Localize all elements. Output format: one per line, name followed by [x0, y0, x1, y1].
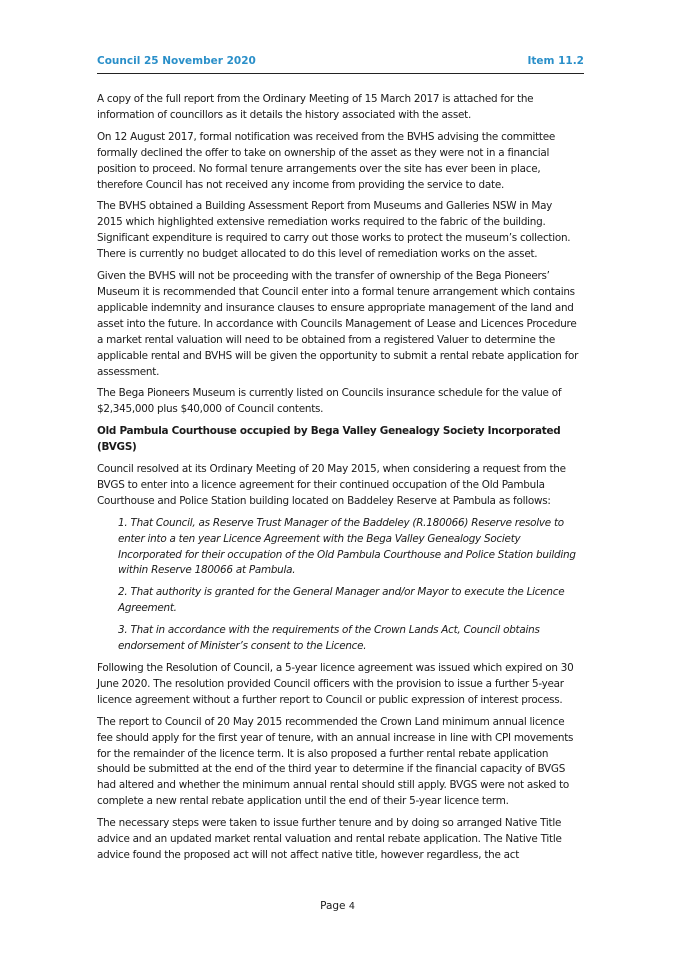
- item-number: Item 11.2: [527, 55, 584, 67]
- paragraph: The BVHS obtained a Building Assessment Report from Museums and Galleries NSW in May 2015 which highlighted extensive remediation works required to the fabric of the building. Significant expenditure is required to carry out those works to protect the museum’s collection. There is currently no budget allocated to do this level of remediation works on the asset.: [97, 200, 571, 261]
- paragraph: The necessary steps were taken to issue further tenure and by doing so arranged Native Title advice and an updated market rental valuation and rental rebate application. The Native Title advice found the proposed act will not affect native title, however regardless, the act: [97, 817, 562, 861]
- section-heading: Old Pambula Courthouse occupied by Bega Valley Genealogy Society Incorporated (BVGS): [97, 425, 561, 454]
- page-number: 4: [348, 901, 355, 912]
- resolution-item: 3. That in accordance with the requirements of the Crown Lands Act, Council obtains endorsement of Minister’s consent to the Licence.: [118, 624, 540, 653]
- paragraph: Given the BVHS will not be proceeding with the transfer of ownership of the Bega Pioneers’ Museum it is recommended that Council enter into a formal tenure arrangement which contains applicable indemnity and insurance clauses to ensure appropriate management of the land and asset into the future. In accordance with Councils Management of Lease and Licences Procedure a market rental valuation will need to be obtained from a registered Valuer to determine the applicable rental and BVHS will be given the opportunity to submit a rental rebate application for assessment.: [97, 270, 579, 378]
- paragraph: Following the Resolution of Council, a 5-year licence agreement was issued which expired on 30 June 2020. The resolution provided Council officers with the provision to issue a further 5-year licence agreement without a further report to Council or public expression of interest process.: [97, 662, 574, 706]
- paragraph: A copy of the full report from the Ordinary Meeting of 15 March 2017 is attached for the information of councillors as it details the history associated with the asset.: [97, 93, 534, 121]
- report-body: [97, 92, 580, 870]
- paragraph: The Bega Pioneers Museum is currently listed on Councils insurance schedule for the value of $2,345,000 plus $40,000 of Council contents.: [97, 387, 562, 416]
- page-label: Page: [320, 900, 346, 912]
- page-header: [97, 55, 584, 71]
- header-rule: [97, 73, 584, 74]
- meeting-date: Council 25 November 2020: [97, 55, 256, 67]
- page-footer: [0, 900, 675, 912]
- resolution-item: 1. That Council, as Reserve Trust Manager of the Baddeley (R.180066) Reserve resolve to enter into a ten year Licence Agreement with the Bega Valley Genealogy Society Incorporated for their occupation of the Old Pambula Courthouse and Police Station building within Reserve 180066 at Pambula.: [118, 516, 576, 577]
- resolution-item: 2. That authority is granted for the General Manager and/or Mayor to execute the Licence Agreement.: [118, 586, 565, 615]
- paragraph: On 12 August 2017, formal notification was received from the BVHS advising the committee formally declined the offer to take on ownership of the asset as they were not in a financial position to proceed. No formal tenure arrangements over the site has ever been in place, therefore Council has not received any income from providing the service to date.: [97, 130, 556, 191]
- paragraph: The report to Council of 20 May 2015 recommended the Crown Land minimum annual licence fee should apply for the first year of tenure, with an annual increase in line with CPI movements for the remainder of the licence term. It is also proposed a further rental rebate application should be submitted at the end of the third year to determine if the financial capacity of BVGS had altered and whether the minimum annual rental should still apply. BVGS were not asked to complete a new rental rebate application until the end of their 5-year licence term.: [97, 715, 574, 808]
- paragraph: Council resolved at its Ordinary Meeting of 20 May 2015, when considering a request from the BVGS to enter into a licence agreement for their continued occupation of the Old Pambula Courthouse and Police Station building located on Baddeley Reserve at Pambula as follows:: [97, 463, 566, 507]
